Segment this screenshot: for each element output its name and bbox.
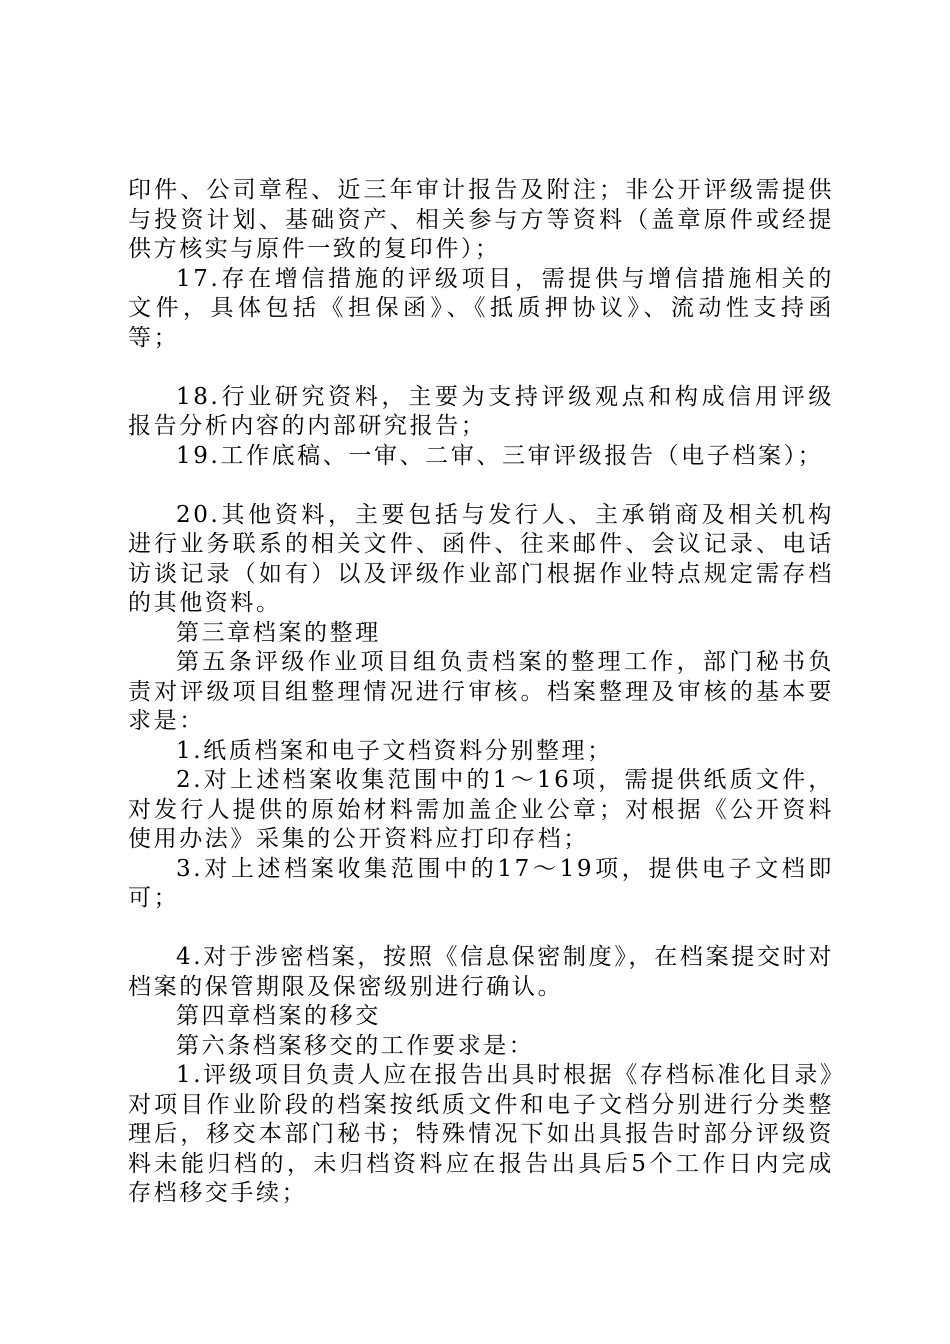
article-5-item-1: 1.纸质档案和电子文档资料分别整理；: [176, 737, 613, 764]
article-5-item-3: 3.对上述档案收集范围中的17～19项，提供电子文档即可；: [128, 855, 834, 911]
article-5-item-4: 4.对于涉密档案，按照《信息保密制度》，在档案提交时对档案的保管期限及保密级别进行确认。: [128, 944, 834, 1000]
paragraph-item-20: 20.其他资料，主要包括与发行人、主承销商及相关机构进行业务联系的相关文件、函件、往来邮件、会议记录、电话访谈记录（如有）以及评级作业部门根据作业特点规定需存档的其他资料。: [128, 501, 834, 616]
paragraph-item-19: 19.工作底稿、一审、二审、三审评级报告（电子档案）；: [176, 442, 824, 469]
chapter-heading-4: 第四章档案的移交: [176, 1003, 381, 1029]
chapter-heading-3: 第三章档案的整理: [176, 619, 381, 646]
document-body: [128, 176, 834, 1209]
paragraph-item-18: 18.行业研究资料，主要为支持评级观点和构成信用评级报告分析内容的内部研究报告；: [128, 383, 834, 439]
paragraph-continuation: 印件、公司章程、近三年审计报告及附注；非公开评级需提供与投资计划、基础资产、相关参与方等资料（盖章原件或经提供方核实与原件一致的复印件）；: [128, 177, 834, 262]
article-5-item-2: 2.对上述档案收集范围中的1～16项，需提供纸质文件，对发行人提供的原始材料需加盖企业公章；对根据《公开资料使用办法》采集的公开资料应打印存档；: [128, 767, 834, 852]
article-6-item-1: 1.评级项目负责人应在报告出具时根据《存档标准化目录》对项目作业阶段的档案按纸质文件和电子文档分别进行分类整理后，移交本部门秘书；特殊情况下如出具报告时部分评级资料未能归档的，未归档资料应在报告出具后5个工作日内完成存档移交手续；: [128, 1062, 834, 1206]
paragraph-item-17: 17.存在增信措施的评级项目，需提供与增信措施相关的文件，具体包括《担保函》、《抵质押协议》、流动性支持函等；: [128, 265, 834, 351]
article-6: 第六条档案移交的工作要求是：: [176, 1032, 535, 1059]
article-5: 第五条评级作业项目组负责档案的整理工作，部门秘书负责对评级项目组整理情况进行审核。档案整理及审核的基本要求是：: [128, 649, 834, 734]
